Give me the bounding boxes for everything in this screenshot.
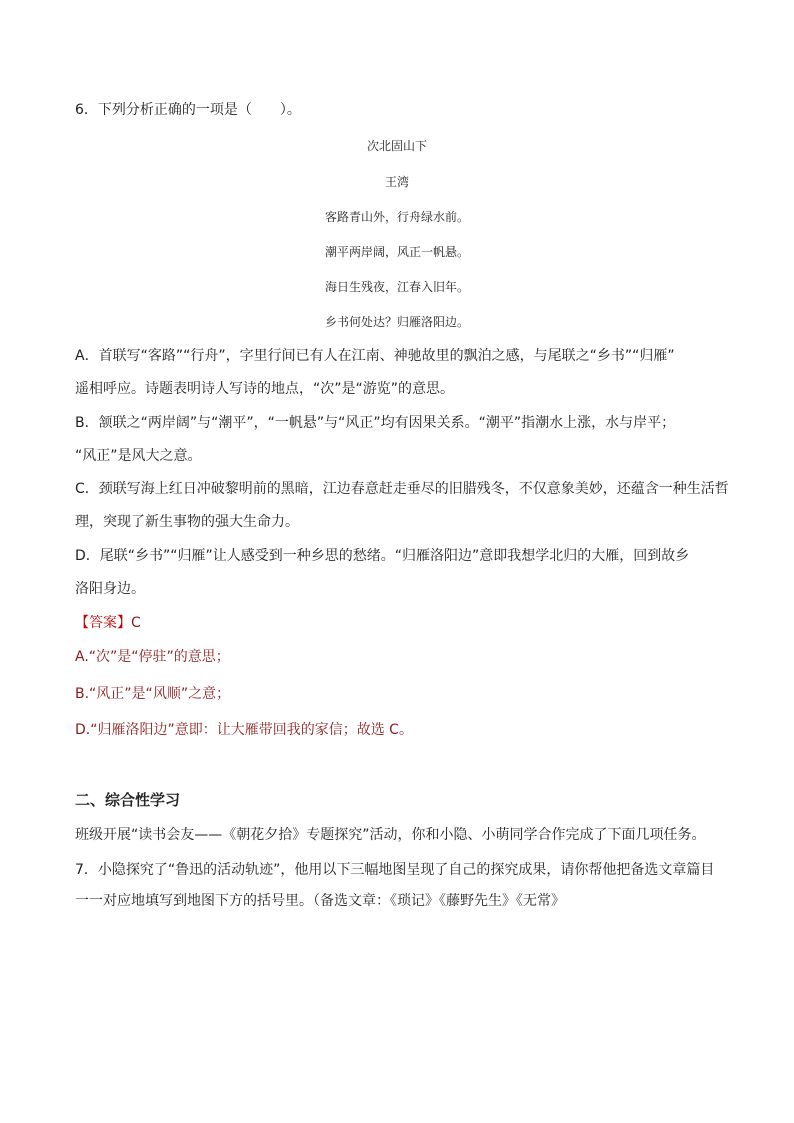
- option-c-line-2: 理，突现了新生事物的强大生命力。: [75, 514, 299, 530]
- option-d-line-1: D．尾联“乡书”“归雁”让人感受到一种乡思的愁绪。“归雁洛阳边”意即我想学北归的大雁，回到故乡: [75, 548, 690, 564]
- poem-line-1: 客路青山外，行舟绿水前。: [324, 210, 469, 224]
- option-d-line-2: 洛阳身边。: [75, 581, 145, 597]
- question-6-stem: 6．下列分析正确的一项是（ ）。: [75, 102, 301, 118]
- analysis-a: A.“次”是“停驻”的意思；: [75, 649, 230, 665]
- analysis-d: D.“归雁洛阳边”意即：让大雁带回我的家信；故选 C。: [75, 722, 413, 738]
- poem-line-4: 乡书何处达？归雁洛阳边。: [324, 315, 469, 329]
- section-2-heading: 二、综合性学习: [75, 791, 181, 809]
- section-2-intro: 班级开展“读书会友——《朝花夕拾》专题探究”活动，你和小隐、小萌同学合作完成了下面几项任务。: [75, 827, 706, 843]
- option-a-line-2: 遥相呼应。诗题表明诗人写诗的地点，“次”是“游览”的意思。: [75, 381, 455, 397]
- analysis-b: B.“风正”是“风顺”之意；: [75, 686, 231, 702]
- question-7-line-2: 一一对应地填写到地图下方的括号里。（备选文章：《琐记》《藤野先生》《无常》: [75, 893, 565, 909]
- poem-title: 次北固山下: [366, 139, 427, 153]
- option-b-line-2: “风正”是风大之意。: [75, 448, 202, 464]
- question-7-line-1: 7．小隐探究了“鲁迅的活动轨迹”，他用以下三幅地图呈现了自己的探究成果，请你帮他把备选文章篇目: [75, 862, 715, 878]
- poem-line-3: 海日生残夜，江春入旧年。: [324, 280, 469, 294]
- option-b-line-1: B．颔联之“两岸阔”与“潮平”，“一帆悬”与“风正”均有因果关系。“潮平”指潮水上涨，水与岸平；: [75, 415, 676, 431]
- answer-value: C: [131, 615, 141, 631]
- answer-line: [75, 613, 141, 633]
- option-c-line-1: C．颈联写海上红日冲破黎明前的黑暗，江边春意赶走垂尽的旧腊残冬，不仅意象美妙，还蕴含一种生活哲: [75, 481, 729, 497]
- answer-tag: 【答案】: [75, 615, 131, 631]
- poem-author: 王湾: [384, 175, 409, 189]
- poem-line-2: 潮平两岸阔，风正一帆悬。: [324, 245, 469, 259]
- option-a-line-1: A．首联写“客路”“行舟”，字里行间已有人在江南、神驰故里的飘泊之感，与尾联之“乡书”“归雁”: [75, 348, 675, 364]
